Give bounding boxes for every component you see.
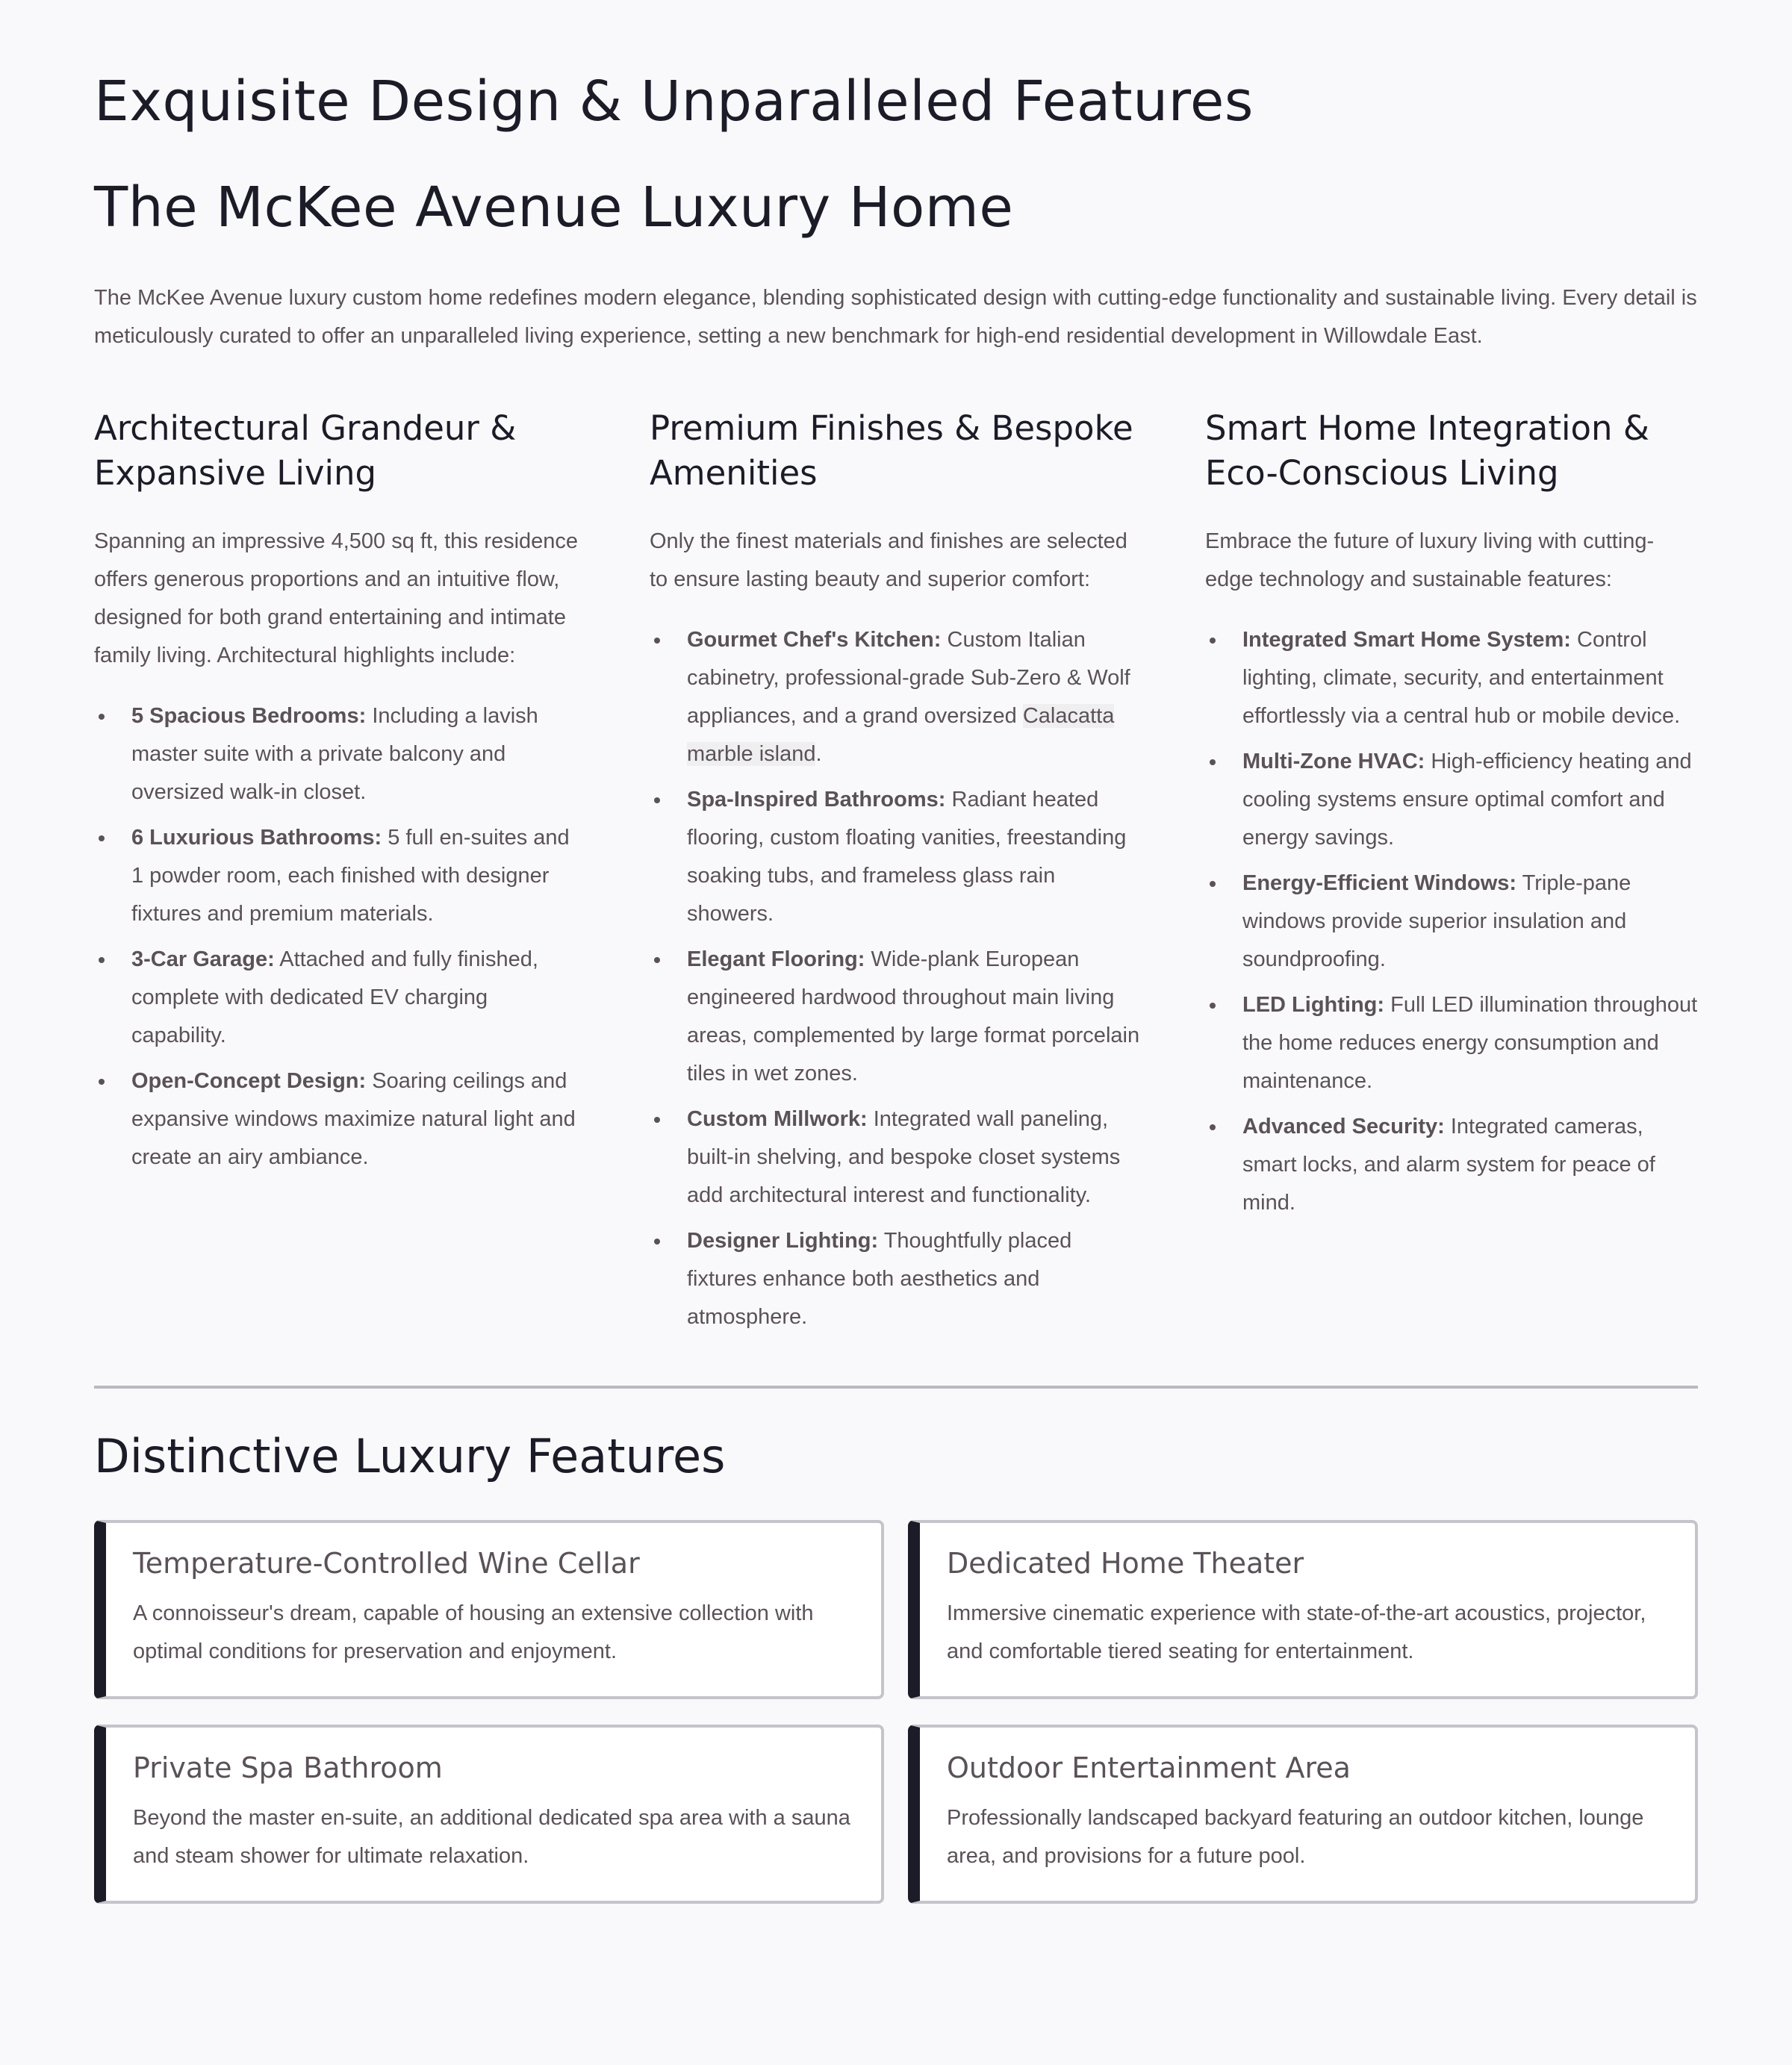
item-suffix: . [815, 742, 822, 766]
card-text: Beyond the master en-suite, an additional dedicated spa area with a sauna and steam shower for ultimate relaxation. [133, 1806, 850, 1868]
list-item [687, 1222, 1142, 1336]
item-text: Attached and fully finished, complete with dedicated EV charging capability. [131, 947, 538, 1047]
feature-list [94, 697, 587, 1177]
item-text: Soaring ceilings and expansive windows maximize natural light and create an airy ambiance. [131, 1069, 576, 1169]
feature-card-home-theater [908, 1520, 1698, 1699]
item-label: Elegant Flooring: [687, 947, 865, 971]
item-text: Full LED illumination throughout the home reduces energy consumption and maintenance. [1242, 993, 1698, 1093]
item-text: Integrated wall paneling, built-in shelving, and bespoke closet systems add architectural interest and functionality. [687, 1107, 1121, 1207]
item-label: Open-Concept Design: [131, 1069, 367, 1093]
list-item [1242, 865, 1698, 979]
column-heading: Architectural Grandeur & Expansive Living [94, 408, 517, 493]
column-finishes [650, 406, 1142, 1344]
list-item [687, 941, 1142, 1093]
card-title: Private Spa Bathroom [133, 1751, 443, 1784]
item-text: Wide-plank European engineered hardwood throughout main living areas, complemented by large format porcelain tiles in wet zones. [687, 947, 1140, 1086]
intro-paragraph: The McKee Avenue luxury custom home redefines modern elegance, blending sophisticated design with cutting-edge functionality and sustainable living. Every detail is meticulously curated to offer an unparalleled living experience, setting a new benchmark for high-end residential development in Willowdale East. [94, 286, 1697, 348]
item-text: Control lighting, climate, security, and entertainment effortlessly via a central hub or mobile device. [1242, 628, 1681, 728]
item-text: High-efficiency heating and cooling systems ensure optimal comfort and energy savings. [1242, 750, 1692, 850]
column-intro: Spanning an impressive 4,500 sq ft, this residence offers generous proportions and an intuitive flow, designed for both grand entertaining and intimate family living. Architectural highlights include: [94, 529, 579, 667]
item-label: 5 Spacious Bedrooms: [131, 704, 367, 728]
item-text: Radiant heated flooring, custom floating vanities, freestanding soaking tubs, and frameless glass rain showers. [687, 788, 1127, 926]
item-text: Custom Italian cabinetry, professional-grade Sub-Zero & Wolf appliances, and a grand oversized [687, 628, 1130, 728]
page-title: Exquisite Design & Unparalleled Features [94, 69, 1254, 134]
item-label: Gourmet Chef's Kitchen: [687, 628, 942, 652]
list-item [687, 1100, 1142, 1215]
list-item [1242, 621, 1698, 735]
item-text: Including a lavish master suite with a private balcony and oversized walk-in closet. [131, 704, 538, 804]
list-item [131, 819, 587, 933]
column-smart-home [1205, 406, 1698, 1344]
list-item [131, 1062, 587, 1177]
item-label: Energy-Efficient Windows: [1242, 871, 1517, 895]
item-label: Integrated Smart Home System: [1242, 628, 1571, 652]
feature-card-outdoor-area [908, 1725, 1698, 1904]
list-item [687, 781, 1142, 933]
column-intro: Only the finest materials and finishes are selected to ensure lasting beauty and superior comfort: [650, 529, 1127, 591]
list-item [687, 621, 1142, 773]
list-item [1242, 986, 1698, 1100]
column-heading: Smart Home Integration & Eco-Conscious Living [1205, 408, 1649, 493]
feature-card-wine-cellar [94, 1520, 884, 1699]
card-title: Dedicated Home Theater [947, 1547, 1304, 1580]
item-label: Spa-Inspired Bathrooms: [687, 788, 946, 812]
list-item [1242, 743, 1698, 857]
item-text: Triple-pane windows provide superior insulation and soundproofing. [1242, 871, 1631, 971]
item-label: Designer Lighting: [687, 1229, 879, 1253]
item-label: 6 Luxurious Bathrooms: [131, 826, 382, 850]
column-intro: Embrace the future of luxury living with cutting-edge technology and sustainable features: [1205, 529, 1655, 591]
section-divider [94, 1386, 1698, 1389]
page [94, 0, 1698, 1904]
item-label: LED Lighting: [1242, 993, 1385, 1017]
item-text: 5 full en-suites and 1 powder room, each finished with designer fixtures and premium materials. [131, 826, 570, 926]
list-item [131, 941, 587, 1055]
card-text: Immersive cinematic experience with state-of-the-art acoustics, projector, and comfortable tiered seating for entertainment. [947, 1601, 1646, 1663]
feature-cards [94, 1520, 1698, 1904]
card-title: Temperature-Controlled Wine Cellar [133, 1547, 640, 1580]
feature-list [650, 621, 1142, 1336]
column-architecture [94, 406, 587, 1344]
item-text: Integrated cameras, smart locks, and alarm system for peace of mind. [1242, 1115, 1655, 1215]
feature-columns [94, 406, 1698, 1344]
card-text: A connoisseur's dream, capable of housing an extensive collection with optimal conditions for preservation and enjoyment. [133, 1601, 814, 1663]
feature-card-spa-bathroom [94, 1725, 884, 1904]
list-item [131, 697, 587, 812]
item-label: 3-Car Garage: [131, 947, 275, 971]
features-title: Distinctive Luxury Features [94, 1429, 726, 1483]
list-item [1242, 1108, 1698, 1222]
item-label: Custom Millwork: [687, 1107, 868, 1131]
highlighted-text: Calacatta marble island [687, 704, 1115, 766]
item-label: Multi-Zone HVAC: [1242, 750, 1425, 773]
page-subtitle: The McKee Avenue Luxury Home [94, 175, 1014, 240]
card-text: Professionally landscaped backyard featuring an outdoor kitchen, lounge area, and provisions for a future pool. [947, 1806, 1644, 1868]
item-label: Advanced Security: [1242, 1115, 1445, 1139]
item-text: Thoughtfully placed fixtures enhance both aesthetics and atmosphere. [687, 1229, 1072, 1329]
card-title: Outdoor Entertainment Area [947, 1751, 1351, 1784]
column-heading: Premium Finishes & Bespoke Amenities [650, 408, 1133, 493]
feature-list [1205, 621, 1698, 1222]
